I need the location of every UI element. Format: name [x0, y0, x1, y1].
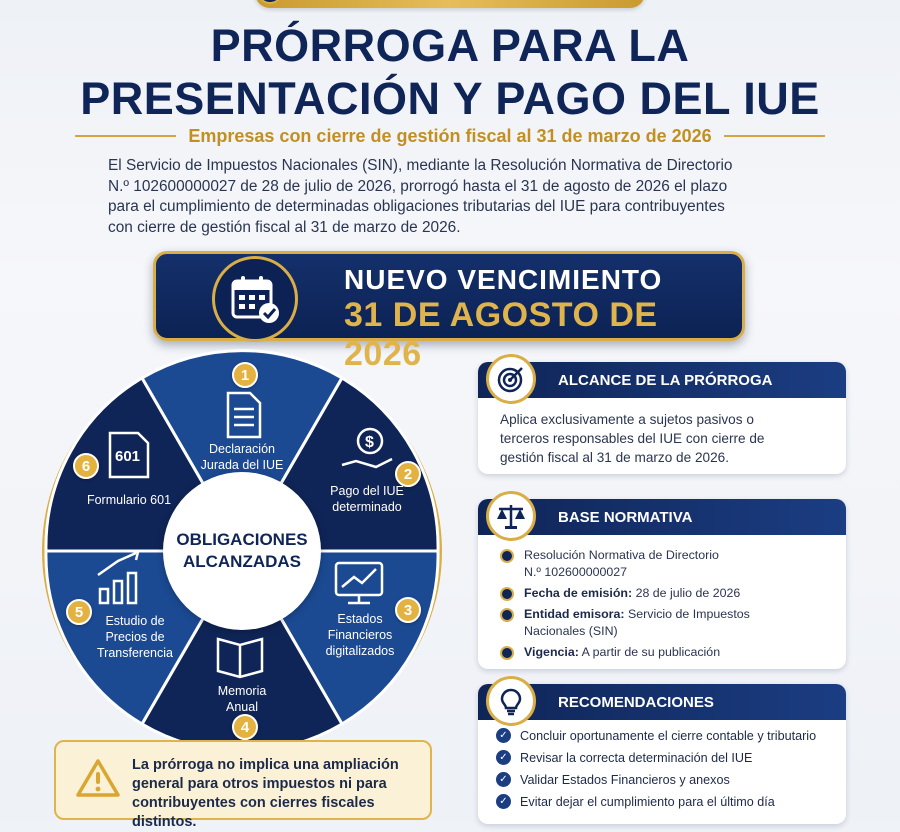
- bullet-dot-icon: [500, 587, 514, 601]
- center-label-line2: ALCANZADAS: [182, 552, 302, 571]
- divider-left: [75, 135, 176, 137]
- recomendaciones-body: [478, 720, 846, 824]
- list-item: ✓ Revisar la correcta determinación del IUE: [496, 750, 832, 766]
- target-icon: [486, 354, 536, 404]
- segment-label-2: Pago del IUE determinado: [330, 484, 404, 514]
- alcance-body: Aplica exclusivamente a sujetos pasivos o terceros responsables del IUE con cierre de gestión fiscal al 31 de marzo de 2026.: [500, 412, 765, 465]
- intro-paragraph: [108, 156, 798, 238]
- recomendaciones-card: [478, 684, 846, 824]
- svg-text:$: $: [365, 434, 374, 451]
- check-icon: ✓: [496, 728, 511, 743]
- intro-line: El Servicio de Impuestos Nacionales (SIN), mediante la Resolución Normativa de Directorio: [108, 157, 733, 174]
- step-number: 1: [232, 362, 258, 388]
- alcance-card: [478, 362, 846, 474]
- list-item: ✓ Concluir oportunamente el cierre contable y tributario: [496, 728, 832, 744]
- list-item: ✓ Evitar dejar el cumplimiento para el último día: [496, 794, 832, 810]
- warning-box: [54, 740, 432, 830]
- svg-text:601: 601: [115, 448, 141, 465]
- segment-label-3: Estados Financieros digitalizados: [325, 612, 395, 658]
- warning-icon: [76, 758, 120, 803]
- segment-label-5: Estudio de Precios de Transferencia: [97, 614, 173, 660]
- segment-label-6: Formulario 601: [86, 493, 172, 507]
- check-icon: ✓: [496, 750, 511, 765]
- wheel-center: [163, 472, 321, 630]
- deadline-label: NUEVO VENCIMIENTO: [344, 264, 663, 295]
- alcance-title: ALCANCE DE LA PRÓRROGA: [558, 371, 773, 389]
- calendar-check-icon: [212, 256, 298, 342]
- step-number: 5: [66, 599, 92, 625]
- base-card-header: [478, 499, 846, 535]
- alcance-card-header: [478, 362, 846, 398]
- top-banner-pill: [255, 0, 645, 8]
- check-icon: ✓: [496, 772, 511, 787]
- deadline-date: 31 DE AGOSTO DE 2026: [344, 296, 658, 373]
- list-item: Entidad emisora: Servicio de Impuestos Nacionales (SIN): [500, 606, 828, 640]
- page-title-line2: PRESENTACIÓN Y PAGO DEL IUE: [80, 73, 820, 124]
- segment-label-1: Declaración Jurada del IUE: [200, 442, 284, 472]
- list-item: Fecha de emisión: 28 de julio de 2026: [500, 585, 828, 602]
- intro-line: N.º 102600000027 de 28 de julio de 2026, prorrogó hasta el 31 de agosto de 2026 el plazo: [108, 177, 728, 195]
- step-number: 6: [73, 453, 99, 479]
- intro-line: con cierre de gestión fiscal al 31 de marzo de 2026.: [108, 218, 461, 236]
- check-icon: ✓: [496, 794, 511, 809]
- step-number: 3: [395, 597, 421, 623]
- list-item: Vigencia: A partir de su publicación: [500, 644, 828, 661]
- recomendaciones-title: RECOMENDACIONES: [558, 693, 714, 711]
- center-label-line1: OBLIGACIONES: [176, 530, 308, 549]
- segment-label-4: Memoria Anual: [217, 684, 267, 714]
- scales-icon: [486, 491, 536, 541]
- bullet-dot-icon: [500, 549, 514, 563]
- banner-ring-icon: [257, 0, 283, 4]
- obligations-wheel: [40, 349, 444, 753]
- warning-text: La prórroga no implica una ampliación general para otros impuestos ni para contribuyentes con cierres fiscales distintos.: [132, 757, 399, 830]
- bullet-dot-icon: [500, 646, 514, 660]
- recomendaciones-list: [496, 728, 832, 810]
- divider-right: [724, 135, 825, 137]
- bullet-dot-icon: [500, 608, 514, 622]
- list-item: Resolución Normativa de Directorio N.º 102600000027: [500, 547, 828, 581]
- base-list: [500, 547, 828, 661]
- intro-line: para el cumplimiento de determinadas obligaciones tributarias del IUE para contribuyentes: [108, 198, 725, 215]
- deadline-banner: [153, 251, 745, 373]
- page-title-line1: PRÓRROGA PARA LA: [210, 20, 690, 71]
- base-body: [478, 535, 846, 673]
- list-item: ✓ Validar Estados Financieros y anexos: [496, 772, 832, 788]
- base-title: BASE NORMATIVA: [558, 508, 693, 526]
- step-number: 2: [395, 461, 421, 487]
- base-normativa-card: [478, 499, 846, 669]
- subtitle-row: [75, 125, 825, 147]
- recomendaciones-card-header: [478, 684, 846, 720]
- step-number: 4: [232, 714, 258, 740]
- lightbulb-icon: [486, 676, 536, 726]
- page-subtitle: Empresas con cierre de gestión fiscal al 31 de marzo de 2026: [188, 125, 712, 146]
